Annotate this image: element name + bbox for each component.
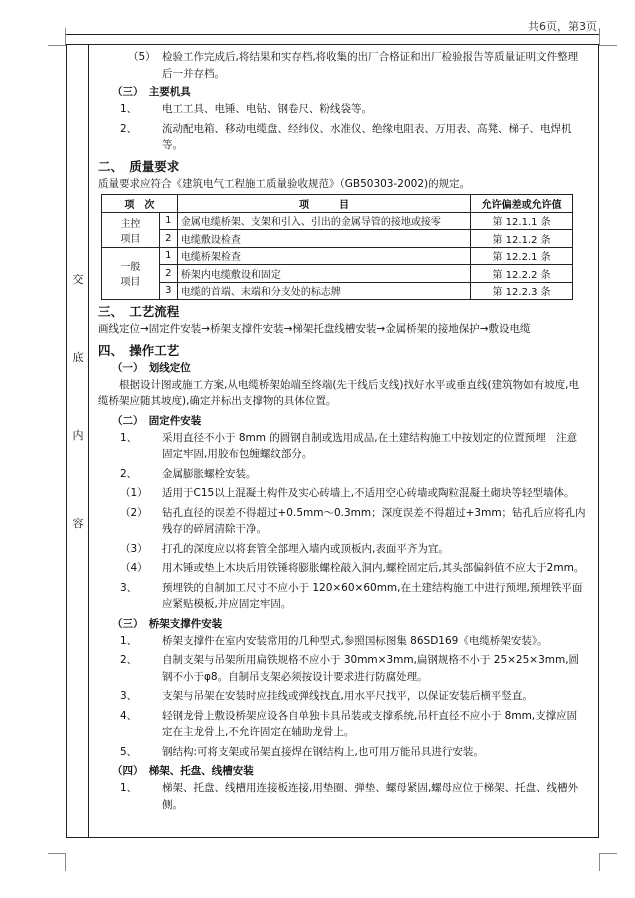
list-item-text: 用木锤或垫上木块后用铁锤将膨胀螺栓敲入洞内,螺栓固定后,其头部偏斜值不应大于2mm。 — [162, 562, 585, 574]
section-heading-operation: 四、 操作工艺 — [98, 342, 180, 358]
list-item-number: 2、 — [120, 467, 138, 480]
list-item-text: 钢结构:可将支架或吊架直接焊在钢结构上,也可用万能吊具进行安装。 — [162, 745, 484, 758]
header-rule — [66, 34, 599, 35]
crop-mark-bottom-right — [599, 853, 617, 871]
table-cell-no: 1 — [159, 212, 177, 230]
list-item-text: 支架与吊架在安装时应挂线或弹线找直,用水平尺找平，以保证安装后横平竖直。 — [162, 690, 533, 702]
table-cell-ref: 第 12.1.2 条 — [471, 230, 573, 248]
list-item-number: （5） — [128, 51, 156, 63]
table-cell-no: 1 — [159, 247, 177, 265]
list-item-number: 2、 — [120, 654, 138, 666]
list-item-number: 1、 — [120, 634, 138, 647]
list-item — [98, 652, 586, 685]
group-label-line: 项目 — [120, 277, 141, 289]
table-group-label — [102, 247, 160, 300]
subsection-heading: （四） 梯架、托盘、线槽安装 — [112, 765, 254, 777]
group-label-line: 项目 — [120, 233, 141, 245]
list-item-text: 轻钢龙骨上敷设桥架应设各自单独卡具吊装或支撑系统,吊杆直径不应小于 8mm,支撑应固定在主龙骨上,不允许固定在辅助龙骨上。 — [162, 709, 578, 738]
side-label-char: 容 — [72, 517, 84, 530]
list-item — [98, 541, 586, 558]
section-heading-tools: （三） 主要机具 — [112, 86, 191, 98]
table-header-cell: 允许偏差或允许值 — [471, 195, 573, 213]
list-item-text: 流动配电箱、移动电缆盘、经纬仪、水准仪、绝缘电阻表、万用表、高凳、梯子、电焊机等。 — [162, 122, 572, 151]
list-item-text: 检验工作完成后,将结果和实存档,将收集的出厂合格证和出厂检验报告等质量证明文件整理后一并存档。 — [162, 51, 579, 80]
list-item — [98, 430, 586, 463]
list-item-number: 3、 — [120, 581, 138, 594]
table-cell-item: 电缆敷设检查 — [177, 230, 470, 248]
subsection-heading: （一） 划线定位 — [112, 361, 191, 374]
side-label-char: 底 — [72, 351, 84, 364]
list-item-text: 打孔的深度应以将套管全部埋入墙内或顶板内,表面平齐为宜。 — [162, 542, 449, 555]
section-heading-process: 三、 工艺流程 — [98, 304, 180, 319]
list-item — [98, 744, 586, 761]
list-item-number: （3） — [120, 542, 148, 555]
list-item-number: 4、 — [120, 709, 138, 722]
document-frame — [66, 44, 599, 838]
list-item — [98, 466, 586, 483]
table-cell-ref: 第 12.2.1 条 — [471, 247, 573, 265]
list-item — [98, 708, 586, 741]
list-item-text: 桥架支撑件在室内安装常用的几种型式,参照国标图集 86SD169《电缆桥架安装》。 — [162, 634, 548, 647]
side-label-column — [67, 45, 89, 837]
document-body — [90, 45, 598, 813]
table-row — [102, 230, 573, 248]
list-item — [98, 101, 586, 118]
table-row — [102, 265, 573, 283]
group-label-line: 一般 — [120, 262, 141, 274]
list-item-text: 预埋铁的自制加工尺寸不应小于 120×60×60mm,在土建结构施工中进行预埋,预埋铁平面应紧贴模板,并应固定牢固。 — [162, 581, 583, 610]
list-item-text: 采用直径不小于 8mm 的圆钢自制或选用成品,在土建结构施工中按划定的位置预埋 注意固定牢固,用胶布包缠螺纹部分。 — [162, 431, 578, 460]
list-item — [98, 560, 586, 577]
list-item-text: 适用于C15以上混凝土构件及实心砖墙上,不适用空心砖墙或陶粒混凝土砌块等轻型墙体。 — [162, 487, 575, 499]
crop-mark-bottom-left — [48, 853, 66, 871]
table-cell-no: 2 — [159, 230, 177, 248]
list-item — [98, 121, 586, 154]
table-cell-item: 电缆桥架检查 — [177, 247, 470, 265]
table-group-label — [102, 212, 160, 247]
list-item — [98, 633, 586, 650]
table-cell-ref: 第 12.2.2 条 — [471, 265, 573, 283]
crop-mark-top-right — [599, 28, 617, 46]
section-heading-quality: 二、 质量要求 — [98, 158, 180, 174]
table-row — [102, 247, 573, 265]
table-cell-item: 金属电缆桥架、支架和引入、引出的金属导管的接地或接零 — [177, 212, 470, 230]
list-item-number: 1、 — [120, 103, 138, 115]
list-item — [98, 505, 586, 538]
side-label-char: 交 — [72, 273, 84, 286]
table-header-cell: 项 次 — [102, 195, 178, 213]
list-item-text: 梯架、托盘、线槽用连接板连接,用垫圈、弹垫、螺母紧固,螺母应位于梯架、托盘、线槽外侧。 — [162, 782, 579, 811]
list-item — [98, 485, 586, 502]
table-cell-ref: 第 12.1.1 条 — [471, 212, 573, 230]
subsection-heading: （二） 固定件安装 — [112, 414, 202, 427]
list-item — [98, 688, 586, 705]
table-row — [102, 212, 573, 230]
list-item-number: 1、 — [120, 431, 138, 444]
list-item — [98, 780, 586, 813]
list-item — [98, 580, 586, 613]
list-item — [98, 49, 586, 82]
list-item-text: 金属膨胀螺栓安装。 — [162, 467, 257, 480]
list-item-number: 3、 — [120, 690, 138, 702]
crop-mark-top-left — [48, 28, 66, 46]
group-label-line: 主控 — [120, 218, 141, 230]
list-item-number: （2） — [120, 506, 148, 519]
quality-intro: 质量要求应符合《建筑电气工程施工质量验收规范》（GB50303-2002)的规定。 — [98, 177, 471, 190]
table-header-cell: 项 目 — [177, 195, 470, 213]
list-item-number: 5、 — [120, 745, 138, 758]
paragraph: 根据设计图或施工方案,从电缆桥架始端至终端(先干线后支线)找好水平或垂直线(建筑物如有坡度,电缆桥架应随其坡度),确定并标出支撑物的具体位置。 — [98, 378, 579, 407]
quality-table — [101, 194, 573, 300]
list-item-text: 电工工具、电锤、电钻、钢卷尺、粉线袋等。 — [162, 103, 372, 115]
table-cell-item: 电缆的首端、末端和分支处的标志牌 — [177, 282, 470, 300]
subsection-heading: （三） 桥架支撑件安装 — [112, 617, 223, 630]
list-item-number: （1） — [120, 487, 148, 499]
table-cell-ref: 第 12.2.3 条 — [471, 282, 573, 300]
table-cell-no: 2 — [159, 265, 177, 283]
list-item-number: 2、 — [120, 122, 138, 135]
process-flow: 画线定位→固定件安装→桥架支撑件安装→梯架托盘线槽安装→金属桥架的接地保护→敷设电缆 — [98, 323, 531, 335]
table-cell-no: 3 — [159, 282, 177, 300]
side-label-char: 内 — [72, 429, 84, 442]
list-item-text: 自制支架与吊架所用扁铁规格不应小于 30mm×3mm,扁钢规格不小于 25×25×3mm,圆钢不小于φ8。自制吊支架必须按设计要求进行防腐处理。 — [162, 654, 580, 683]
list-item-number: （4） — [120, 562, 148, 574]
list-item-text: 钻孔直径的误差不得超过+0.5mm～0.3mm；深度误差不得超过+3mm；钻孔后应将孔内残存的碎屑清除干净。 — [162, 506, 586, 535]
table-header-row — [102, 195, 573, 213]
table-cell-item: 桥架内电缆敷设和固定 — [177, 265, 470, 283]
page-number-header: 共6页，第3页 — [528, 20, 597, 33]
table-row — [102, 282, 573, 300]
list-item-number: 1、 — [120, 782, 138, 794]
